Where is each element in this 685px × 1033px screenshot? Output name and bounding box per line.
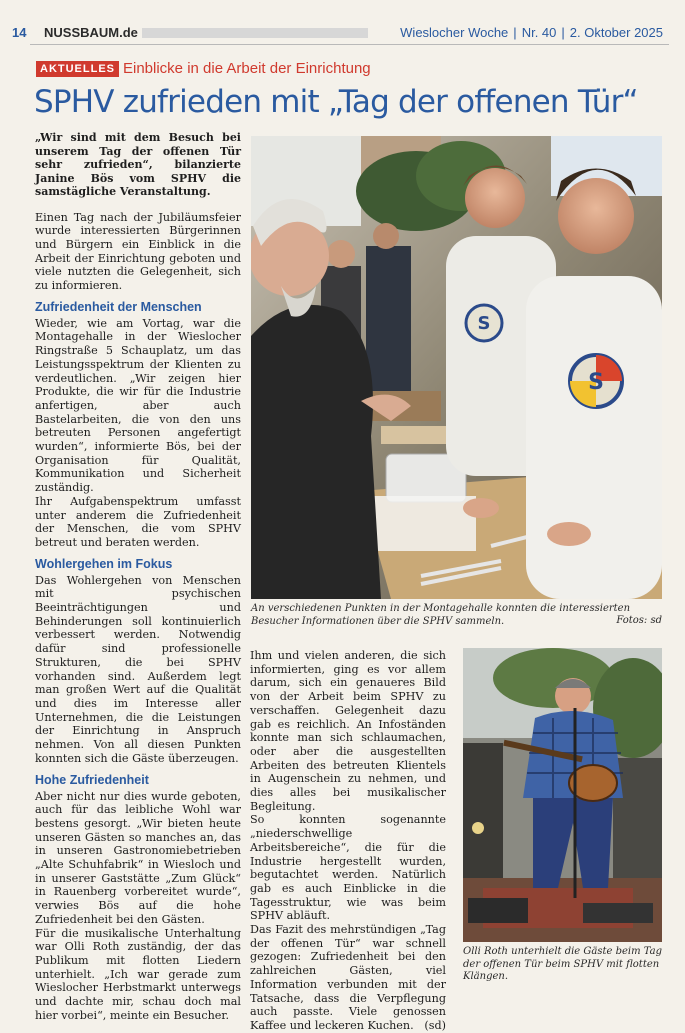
body-paragraph-final <box>250 923 446 1033</box>
author-signature: (sd) <box>424 1018 446 1032</box>
left-column <box>35 131 241 1022</box>
photo1-caption <box>251 603 662 628</box>
photo2-caption: Olli Roth unterhielt die Gäste beim Tag der offenen Tür beim SPHV mit flotten Klängen. <box>463 946 663 982</box>
photo-credit: Fotos: sd <box>616 615 662 626</box>
middle-column <box>250 649 446 1033</box>
subheading-zufriedenheit: Zufriedenheit der Menschen <box>35 299 202 314</box>
kicker-text: Einblicke in die Arbeit der Einrichtung <box>123 60 371 77</box>
body-paragraph: So konnten sogenannte „niederschwellige Arbeitsbereiche“, die für die Industrie hergestellt wurden, begutachtet werden. Natürlich gab es auch Einblicke in die Tagesstruktur, wie was beim SPHV abläuft. <box>250 813 446 923</box>
page-header <box>12 24 669 44</box>
photo-montagehalle <box>251 136 662 599</box>
photo-montagehalle-image <box>251 136 662 599</box>
headline: SPHV zufrieden mit „Tag der offenen Tür“ <box>34 84 638 120</box>
subheading-hohe-zufriedenheit: Hohe Zufriedenheit <box>35 772 149 787</box>
body-paragraph: Für die musikalische Unterhaltung war Olli Roth zuständig, der das Publikum mit flotten Liedern unterhielt. „Ich war gerade zum Wieslocher Herbstmarkt unterwegs und dachte mir, schau doch mal hier vorbei“, meinte ein Besucher. <box>35 926 241 1022</box>
issue-number: Nr. 40 <box>521 25 557 40</box>
subheading-wohlergehen: Wohlergehen im Fokus <box>35 556 173 571</box>
lead-paragraph: „Wir sind mit dem Besuch bei unserem Tag der offenen Tür sehr zufrieden“, bilanzierte Janine Bös vom SPHV die samstägliche Veranstaltung. <box>35 131 241 198</box>
photo-musician <box>463 648 662 942</box>
issue-date: 2. Oktober 2025 <box>569 25 663 40</box>
publication-name: Wieslocher Woche <box>400 25 509 40</box>
page-number: 14 <box>12 25 27 40</box>
publication-meta: Wieslocher Woche | Nr. 40 | 2. Oktober 2025 <box>400 25 663 40</box>
body-paragraph: Ihr Aufgabenspektrum umfasst unter anderem die Zufriedenheit der Menschen, die vom SPHV betreut und beraten werden. <box>35 494 241 549</box>
shirt-logo-left: S <box>477 313 491 334</box>
body-paragraph: Wieder, wie am Vortag, war die Montagehalle in der Wieslocher Ringstraße 5 Schauplatz, um das Leistungsspektrum der Klienten zu verdeutlichen. „Wir zeigen hier Produkte, die wir für die Industrie anfertigen, aber auch Bastelarbeiten, die von den uns betreuten Personen angefertigt wurden“, informierte Bös, bei der Organisation für Qualität, Kommunikation und Sicherheit zuständig. <box>35 316 241 495</box>
body-paragraph: Aber nicht nur dies wurde geboten, auch für das leibliche Wohl war bestens gesorgt. „Wir bieten heute unseren Gästen so manches an, das in unseren Gastronomiebetrieben „Alte Schuhfabrik“ in Wiesloch und in unserer Gaststätte „Zum Glück“ in Rauenberg vorbereitet wurde“, verwies Bös auf die hohe Zufriedenheit bei den Gästen. <box>35 789 241 926</box>
section-badge: AKTUELLES <box>36 61 119 77</box>
header-divider <box>30 44 669 45</box>
shirt-logo-right: S <box>588 370 604 395</box>
site-name: NUSSBAUM.de <box>44 25 138 40</box>
final-paragraph-text: Das Fazit des mehrstündigen „Tag der offenen Tür“ war schnell gezogen: Zufriedenheit bei den zahlreichen Gästen, viel Information verbunden mit der Tatsache, dass die Verpflegung auch passte. Viele genossen Kaffee und leckeren Kuchen. <box>250 923 446 1032</box>
body-paragraph: Ihm und vielen anderen, die sich informierten, ging es vor allem darum, sich ein genaueres Bild von der Arbeit beim SPHV zu verschaffen. Gelegenheit dazu gab es reichlich. An Infoständen konnte man sich schlaumachen, oder aber die ausgestellten Arbeiten des betreuten Klientels in Augenschein zu nehmen, und dies alles bei musikalischer Begleitung. <box>250 649 446 813</box>
kicker-line <box>36 58 371 76</box>
body-paragraph: Das Wohlergehen von Menschen mit psychischen Beeinträchtigungen und Behinderungen soll kontinuierlich verbessert werden. Notwendig dafür sind professionelle Strukturen, die bei SPHV vorhanden sind. Außerdem legt man großen Wert auf die Qualität und dies im Interesse aller Unternehmen, die die Leistungen der Einrichtung in Anspruch nehmen. Von all diesen Punkten konnten sich die Gäste überzeugen. <box>35 573 241 765</box>
photo-musician-image <box>463 648 662 942</box>
intro-paragraph: Einen Tag nach der Jubiläumsfeier wurde interessierten Bürgerinnen und Bürgern ein Einblick in die Arbeit der Einrichtung geboten und viele nutzten die Gelegenheit, sich zu informieren. <box>35 210 241 293</box>
header-bar <box>142 28 368 38</box>
photo1-caption-text: An verschiedenen Punkten in der Montagehalle konnten die interessierten Besucher Informationen über die SPHV sammeln. <box>251 603 631 627</box>
